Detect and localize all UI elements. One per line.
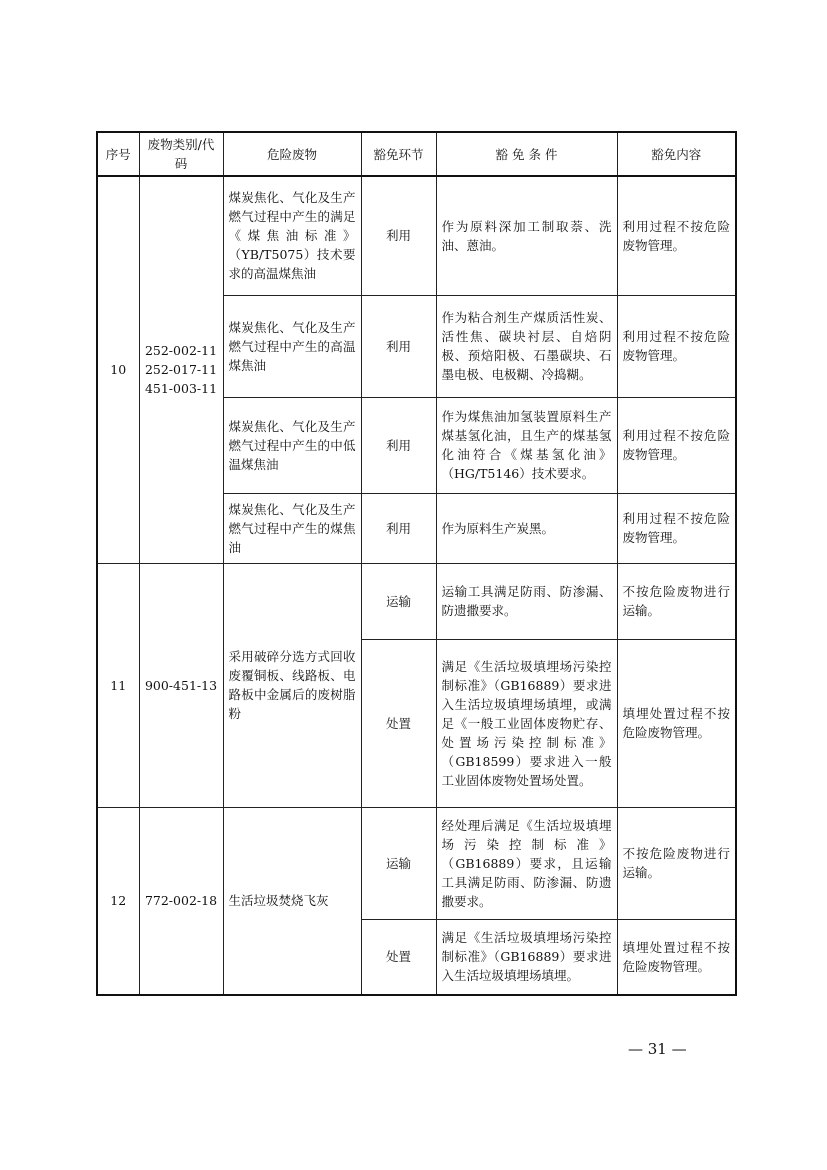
stage-cell: 利用 (361, 176, 436, 295)
content-cell: 利用过程不按危险废物管理。 (617, 493, 736, 563)
header-stage: 豁免环节 (361, 132, 436, 176)
content-cell: 利用过程不按危险废物管理。 (617, 397, 736, 493)
content-cell: 不按危险废物进行运输。 (617, 563, 736, 639)
code-value: 900-451-13 (144, 677, 218, 693)
table-row (97, 807, 736, 919)
code-value: 252-017-11 (144, 362, 218, 378)
content-cell: 利用过程不按危险废物管理。 (617, 295, 736, 397)
code-value: 772-002-18 (144, 893, 218, 909)
condition-cell: 作为煤焦油加氢装置原料生产煤基氢化油，且生产的煤基氢化油符合《煤基氢化油》（HG/T5146）技术要求。 (436, 397, 617, 493)
seq-cell: 10 (97, 176, 139, 563)
waste-cell: 煤炭焦化、气化及生产燃气过程中产生的煤焦油 (223, 493, 361, 563)
waste-cell: 生活垃圾焚烧飞灰 (223, 807, 361, 995)
condition-cell: 运输工具满足防雨、防渗漏、防遗撒要求。 (436, 563, 617, 639)
condition-cell: 作为粘合剂生产煤质活性炭、活性焦、碳块衬层、自焙阴极、预焙阳极、石墨碳块、石墨电极、电极糊、冷捣糊。 (436, 295, 617, 397)
table-row (97, 176, 736, 295)
header-seq: 序号 (97, 132, 139, 176)
code-cell (139, 807, 223, 995)
stage-cell: 处置 (361, 919, 436, 995)
stage-cell: 利用 (361, 397, 436, 493)
waste-cell: 煤炭焦化、气化及生产燃气过程中产生的高温煤焦油 (223, 295, 361, 397)
seq-cell: 11 (97, 563, 139, 807)
content-cell: 不按危险废物进行运输。 (617, 807, 736, 919)
content-cell: 利用过程不按危险废物管理。 (617, 176, 736, 295)
code-value: 451-003-11 (144, 381, 218, 397)
stage-cell: 处置 (361, 639, 436, 807)
exemption-table (96, 131, 737, 996)
stage-cell: 运输 (361, 563, 436, 639)
waste-cell: 采用破碎分选方式回收废覆铜板、线路板、电路板中金属后的废树脂粉 (223, 563, 361, 807)
stage-cell: 运输 (361, 807, 436, 919)
stage-cell: 利用 (361, 295, 436, 397)
code-value: 252-002-11 (144, 343, 218, 359)
code-cell (139, 563, 223, 807)
waste-cell: 煤炭焦化、气化及生产燃气过程中产生的满足《煤焦油标准》（YB/T5075）技术要求的高温煤焦油 (223, 176, 361, 295)
condition-cell: 作为原料生产炭黑。 (436, 493, 617, 563)
page-number: — 31 — (628, 1040, 687, 1058)
header-content: 豁免内容 (617, 132, 736, 176)
code-cell (139, 176, 223, 563)
condition-cell: 满足《生活垃圾填埋场污染控制标准》（GB16889）要求进入生活垃圾填埋场填埋，或满足《一般工业固体废物贮存、处置场污染控制标准》（GB18599）要求进入一般工业固体废物处置场处置。 (436, 639, 617, 807)
header-category: 废物类别/代码 (139, 132, 223, 176)
header-condition: 豁 免 条 件 (436, 132, 617, 176)
content-cell: 填埋处置过程不按危险废物管理。 (617, 919, 736, 995)
table-row (97, 563, 736, 639)
waste-cell: 煤炭焦化、气化及生产燃气过程中产生的中低温煤焦油 (223, 397, 361, 493)
condition-cell: 经处理后满足《生活垃圾填埋场污染控制标准》（GB16889）要求，且运输工具满足防雨、防渗漏、防遗撒要求。 (436, 807, 617, 919)
condition-cell: 满足《生活垃圾填埋场污染控制标准》（GB16889）要求进入生活垃圾填埋场填埋。 (436, 919, 617, 995)
table-header-row (97, 132, 736, 176)
header-waste: 危险废物 (223, 132, 361, 176)
condition-cell: 作为原料深加工制取萘、洗油、蒽油。 (436, 176, 617, 295)
content-cell: 填埋处置过程不按危险废物管理。 (617, 639, 736, 807)
stage-cell: 利用 (361, 493, 436, 563)
seq-cell: 12 (97, 807, 139, 995)
